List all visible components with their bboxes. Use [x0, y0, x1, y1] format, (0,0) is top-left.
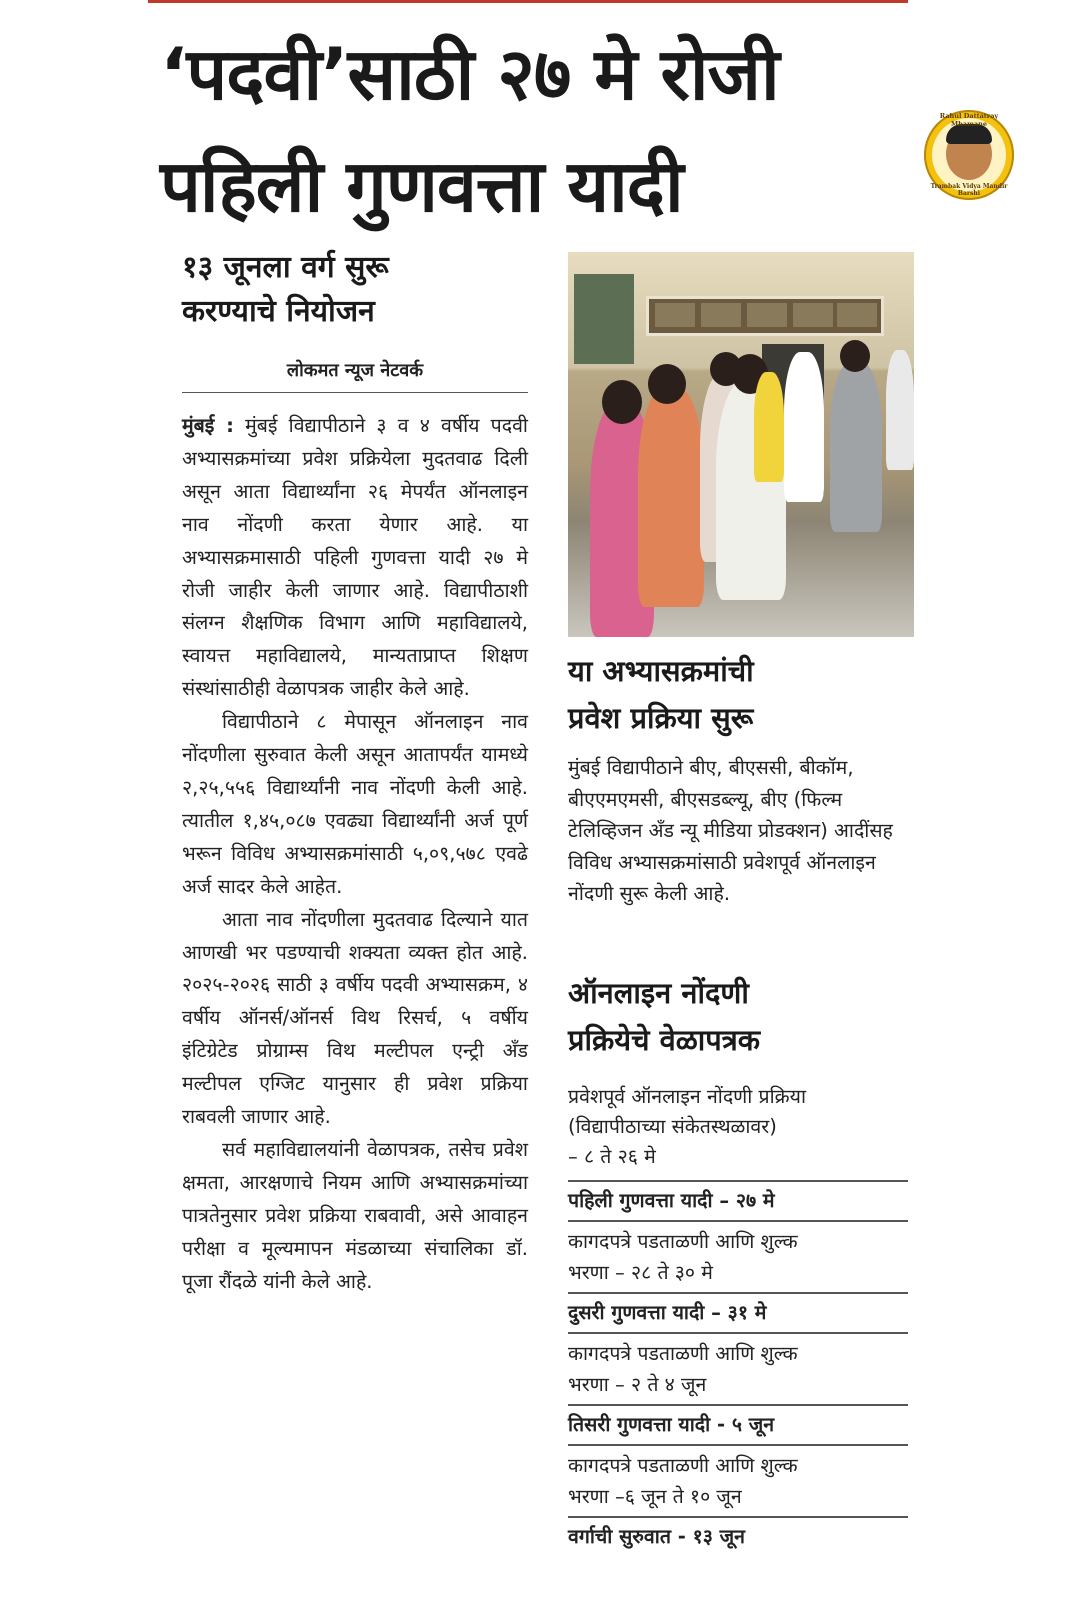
schedule-row-line-1: कागदपत्रे पडताळणी आणि शुल्क	[568, 1454, 798, 1477]
headline	[160, 18, 900, 242]
schedule-heading-line-1: ऑनलाइन नोंदणी	[568, 976, 749, 1010]
schedule-row: दुसरी गुणवत्ता यादी – ३१ मे	[568, 1292, 908, 1332]
schedule-heading	[568, 970, 914, 1064]
schedule-row: तिसरी गुणवत्ता यादी - ५ जून	[568, 1404, 908, 1444]
photo-student	[830, 362, 882, 532]
author-badge-logo	[924, 110, 1014, 200]
subheadline	[182, 246, 542, 334]
headline-line-1: ‘पदवी’साठी २७ मे रोजी	[160, 32, 779, 116]
schedule-row	[568, 1220, 908, 1292]
headline-line-2: पहिली गुणवत्ता यादी	[160, 144, 683, 228]
dateline: मुंबई :	[182, 414, 234, 437]
students-photo	[568, 252, 914, 637]
badge-text-top: Rahul Dattatray Mhamane	[939, 112, 999, 128]
schedule-row-line-2: भरणा – २ ते ४ जून	[568, 1373, 707, 1396]
schedule-row-line-2: भरणा –६ जून ते १० जून	[568, 1485, 742, 1508]
photo-noticeboard	[574, 274, 634, 364]
article-paragraph-1-text: मुंबई विद्यापीठाने ३ व ४ वर्षीय पदवी अभ्यासक्रमांच्या प्रवेश प्रक्रियेला मुदतवाढ दिली असून आता विद्यार्थ्यांना २६ मेपर्यंत ऑनलाइन नाव नोंदणी करता येणार आहे. या अभ्यासक्रमासाठी पहिली गुणवत्ता यादी २७ मे रोजी जाहीर केली जाणार आहे. विद्यापीठाशी संलग्न शैक्षणिक विभाग आणि महाविद्यालये, स्वायत्त महाविद्यालये, मान्यताप्राप्त शिक्षण संस्थांसाठीही वेळापत्रक जाहीर केले आहे.	[182, 414, 528, 701]
photo-student	[784, 352, 824, 502]
courses-heading-line-1: या अभ्यासक्रमांची	[568, 654, 754, 688]
article-paragraph-2: विद्यापीठाने ८ मेपासून ऑनलाइन नाव नोंदणीला सुरुवात केली असून आतापर्यंत यामध्ये २,२५,५५६ विद्यार्थ्यांनी नाव नोंदणी केली आहे. त्यातील १,४५,०८७ एवढ्या विद्यार्थ्यांनी अर्ज पूर्ण भरून विविध अभ्यासक्रमांसाठी ५,०९,५७८ एवढे अर्ज सादर केले आहेत.	[182, 710, 528, 898]
subheadline-line-1: १३ जूनला वर्ग सुरू	[182, 250, 389, 285]
photo-student-head	[648, 364, 686, 404]
article-paragraph-3: आता नाव नोंदणीला मुदतवाढ दिल्याने यात आणखी भर पडण्याची शक्यता व्यक्त होत आहे. २०२५-२०२६ साठी ३ वर्षीय पदवी अभ्यासक्रम, ४ वर्षीय ऑनर्स/ऑनर्स विथ रिसर्च, ५ वर्षीय इंटिग्रेटेड प्रोग्राम्स विथ मल्टीपल एन्ट्री अँड मल्टीपल एग्जिट यानुसार ही प्रवेश प्रक्रिया राबवली जाणार आहे.	[182, 907, 528, 1129]
schedule-row-line-1: कागदपत्रे पडताळणी आणि शुल्क	[568, 1342, 798, 1365]
badge-text-bottom: Trambak Vidya Mandir Barshi	[930, 183, 1008, 197]
schedule-intro-line-3: – ८ ते २६ मे	[568, 1145, 656, 1168]
photo-student-head	[840, 340, 870, 372]
courses-heading	[568, 648, 914, 742]
article-body	[182, 410, 528, 1298]
article-paragraph-4: सर्व महाविद्यालयांनी वेळापत्रक, तसेच प्रवेश क्षमता, आरक्षणाचे नियम आणि अभ्यासक्रमांच्या पात्रतेनुसार प्रवेश प्रक्रिया राबवावी, असे आवाहन परीक्षा व मूल्यमापन मंडळाच्या संचालिका डॉ. पूजा रौंदळे यांनी केले आहे.	[182, 1137, 528, 1293]
schedule-row: वर्गाची सुरुवात - १३ जून	[568, 1516, 908, 1556]
schedule-row: पहिली गुणवत्ता यादी – २७ मे	[568, 1180, 908, 1220]
photo-student	[754, 372, 784, 482]
subheadline-line-2: करण्याचे नियोजन	[182, 294, 375, 329]
schedule-row	[568, 1444, 908, 1516]
photo-student	[638, 387, 704, 607]
photo-student	[886, 350, 914, 470]
photo-student-head	[602, 380, 642, 424]
byline: लोकमत न्यूज नेटवर्क	[286, 360, 424, 381]
schedule-intro-line-2: (विद्यापीठाच्या संकेतस्थळावर)	[568, 1115, 777, 1138]
article-paragraph-1	[182, 410, 528, 706]
courses-text: मुंबई विद्यापीठाने बीए, बीएससी, बीकॉम, बीएएमएमसी, बीएसडब्ल्यू, बीए (फिल्म टेलिव्हिजन अँड न्यू मीडिया प्रोडक्शन) आदींसह विविध अभ्यासक्रमांसाठी प्रवेशपूर्व ऑनलाइन नोंदणी सुरू केली आहे.	[568, 756, 893, 906]
schedule-intro-line-1: प्रवेशपूर्व ऑनलाइन नोंदणी प्रक्रिया	[568, 1085, 807, 1108]
photo-window	[646, 296, 884, 336]
byline-divider	[182, 392, 528, 393]
schedule-intro	[568, 1082, 908, 1172]
schedule-row-line-2: भरणा – २८ ते ३० मे	[568, 1261, 713, 1284]
schedule-row	[568, 1332, 908, 1404]
courses-heading-line-2: प्रवेश प्रक्रिया सुरू	[568, 701, 754, 735]
schedule-heading-line-2: प्रक्रियेचे वेळापत्रक	[568, 1023, 761, 1057]
schedule-list	[568, 1082, 908, 1556]
schedule-row-line-1: कागदपत्रे पडताळणी आणि शुल्क	[568, 1230, 798, 1253]
top-rule	[148, 0, 908, 3]
